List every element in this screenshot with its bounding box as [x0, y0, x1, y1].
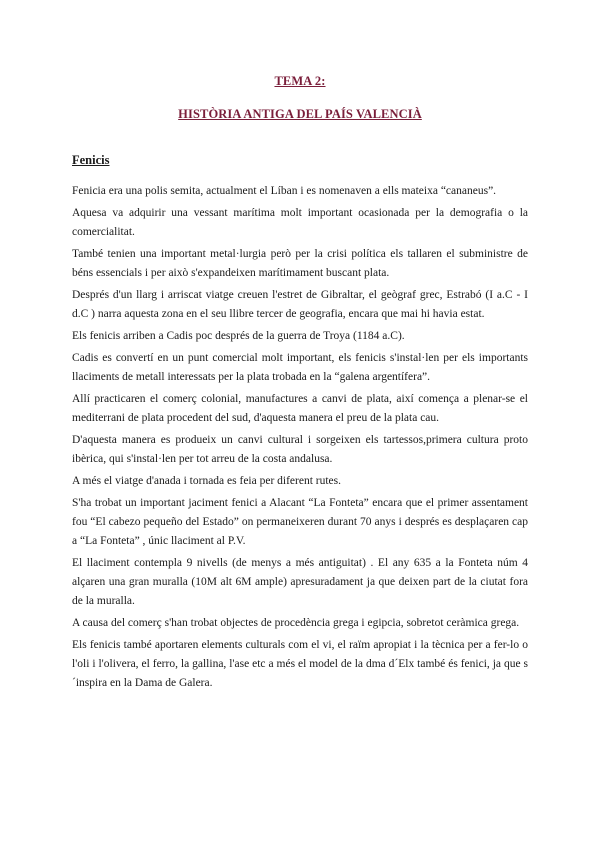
document-title: TEMA 2:	[274, 74, 326, 88]
paragraph: A més el viatge d'anada i tornada es feia per diferent rutes.	[72, 475, 342, 487]
paragraph: També tenien una important metal·lurgia però per la crisi política els tallaren el subministre de béns essencials i per això s'expandeixen marítimament buscant plata.	[72, 248, 528, 279]
paragraph: Els fenicis també aportaren elements culturals com el vi, el raïm apropiat i la tècnica per a fer-lo o l'oli i l'olivera, el ferro, la gallina, l'ase etc a més el model de la dma d´Elx també és fenici, ja que s´inspira en la Dama de Galera.	[72, 639, 528, 689]
paragraph: El llaciment contempla 9 nivells (de menys a més antiguitat) . El any 635 a la Fonteta núm 4 alçaren una gran muralla (10M alt 6M ample) apresuradament ja que deixen part de la ciutat fora de la muralla.	[72, 557, 528, 607]
paragraph: Els fenicis arriben a Cadis poc després de la guerra de Troya (1184 a.C).	[72, 330, 405, 342]
paragraph: S'ha trobat un important jaciment fenici a Alacant “La Fonteta” encara que el primer assentament fou “El cabezo pequeño del Estado” on permaneixeren durant 70 anys i després es desplaçaren cap a “La Fonteta” , únic llaciment al P.V.	[72, 497, 528, 547]
paragraph: Fenicia era una polis semita, actualment el Líban i es nomenaven a ells mateixa “cananeus”.	[72, 185, 497, 197]
paragraph: Cadis es convertí en un punt comercial molt important, els fenicis s'instal·len per els importants llaciments de metall interessats per la plata trobada en la “galena argentífera”.	[72, 352, 528, 383]
paragraph: Allí practicaren el comerç colonial, manufactures a canvi de plata, així comença a plenar-se el mediterrani de plata procedent del sud, d'aquesta manera el preu de la plata cau.	[72, 393, 528, 424]
paragraph: Aquesa va adquirir una vessant marítima molt important ocasionada per la demografia o la comercialitat.	[72, 207, 528, 238]
paragraph: A causa del comerç s'han trobat objectes de procedència grega i egipcia, sobretot ceràmica grega.	[72, 617, 520, 629]
body-text	[72, 182, 528, 696]
paragraph: Després d'un llarg i arriscat viatge creuen l'estret de Gibraltar, el geògraf grec, Estrabó (I a.C - I d.C ) narra aquesta zona en el seu llibre tercer de geografia, encara que mai hi havia estat.	[72, 289, 528, 320]
paragraph: D'aquesta manera es produeix un canvi cultural i sorgeixen els tartessos,primera cultura proto ibèrica, qui s'instal·len per tot arreu de la costa andalusa.	[72, 434, 528, 465]
document-subtitle: HISTÒRIA ANTIGA DEL PAÍS VALENCIÀ	[178, 107, 422, 121]
section-heading: Fenicis	[72, 153, 110, 167]
